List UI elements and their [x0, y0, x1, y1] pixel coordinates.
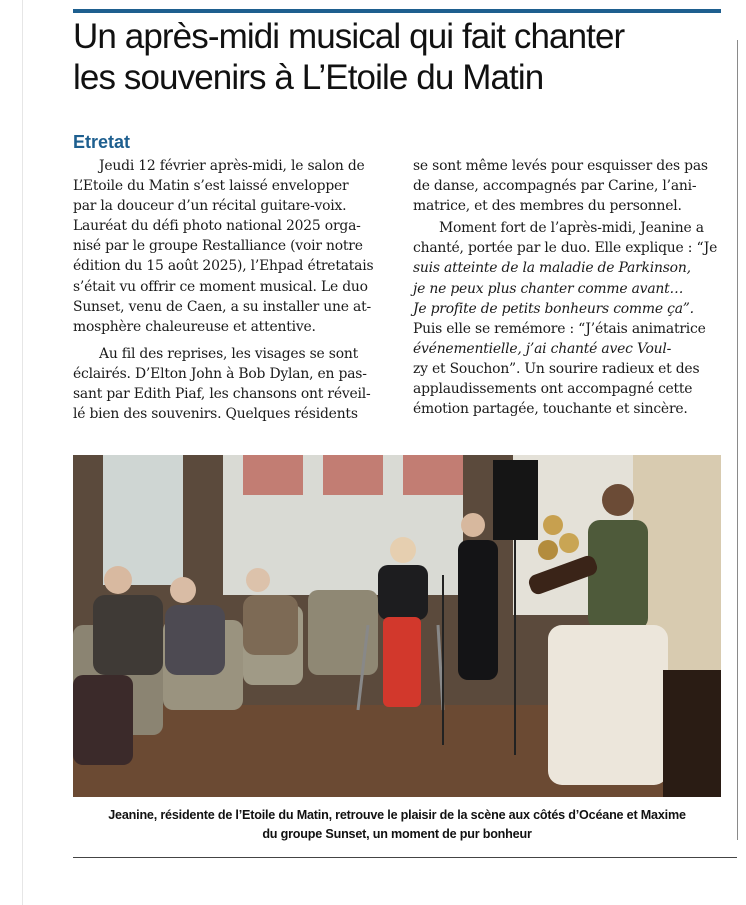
paragraph — [73, 344, 383, 424]
text-line: Au fil des reprises, les visages se sont — [99, 345, 358, 362]
photo-singer-trousers — [383, 617, 421, 707]
text-line: par la douceur d’un récital guitare-voix. — [73, 198, 347, 215]
photo-speaker — [493, 460, 538, 540]
photo-person-head — [246, 568, 270, 592]
article-photo — [73, 455, 721, 797]
dateline-place: Etretat — [73, 132, 131, 152]
text-line: applaudissements ont accompagné cette — [413, 381, 693, 398]
photo-singer2-head — [461, 513, 485, 537]
text-line: Je profite de petits bonheurs comme ça”. — [413, 300, 694, 317]
article-column-2 — [413, 156, 723, 419]
text-line: éclairés. D’Elton John à Bob Dylan, en pas- — [73, 365, 367, 382]
photo-curtain — [403, 455, 463, 495]
photo-singer-top — [378, 565, 428, 620]
paragraph — [73, 156, 383, 337]
text-line: matrice, et des membres du personnel. — [413, 198, 682, 215]
paragraph — [413, 218, 723, 419]
photo-cabinet — [663, 670, 721, 797]
photo-curtain — [323, 455, 383, 495]
caption-line: Jeanine, résidente de l’Etoile du Matin, retrouve le plaisir de la scène aux côtés d’Océane et Maxime — [108, 808, 686, 822]
photo-window — [103, 455, 183, 585]
headline-line: les souvenirs à L’Etoile du Matin — [73, 58, 544, 97]
text-line: chanté, portée par le duo. Elle explique : “Je — [413, 240, 718, 257]
photo-singer2 — [458, 540, 498, 680]
column-edge-rule — [737, 40, 738, 840]
text-line: zy et Souchon”. Un sourire radieux et des — [413, 360, 700, 377]
text-line: Jeudi 12 février après-midi, le salon de — [99, 158, 365, 174]
paragraph — [413, 156, 723, 216]
text-line: Moment fort de l’après-midi, Jeanine a — [439, 220, 704, 237]
photo-guitarist — [588, 520, 648, 630]
photo-balloon — [543, 515, 563, 535]
page-margin-line — [22, 0, 23, 905]
photo-illustration — [73, 455, 721, 797]
text-line: suis atteinte de la maladie de Parkinson, — [413, 260, 691, 277]
text-line: émotion partagée, touchante et sincère. — [413, 401, 688, 418]
text-line: sant par Edith Piaf, les chansons ont réveil- — [73, 386, 371, 403]
photo-person — [165, 605, 225, 675]
bottom-rule — [73, 857, 737, 858]
text-line: L’Etoile du Matin s’est laissé envelopper — [73, 178, 349, 195]
photo-caption — [73, 806, 721, 844]
headline-line: Un après-midi musical qui fait chanter — [73, 17, 625, 56]
text-line: événementielle, j’ai chanté avec Voul- — [413, 340, 672, 357]
text-line: mosphère chaleureuse et attentive. — [73, 318, 316, 335]
text-line: nisé par le groupe Restalliance (voir notre — [73, 238, 363, 255]
photo-balloon — [559, 533, 579, 553]
photo-person-head — [170, 577, 196, 603]
photo-guitarist-head — [602, 484, 634, 516]
text-line: lé bien des souvenirs. Quelques résidents — [73, 406, 358, 423]
photo-person — [93, 595, 163, 675]
text-line: édition du 15 août 2025), l’Ehpad étretatais — [73, 258, 374, 275]
photo-person-head — [104, 566, 132, 594]
text-line: Sunset, venu de Caen, a su installer une at- — [73, 298, 371, 315]
text-line: se sont même levés pour esquisser des pas — [413, 158, 708, 174]
photo-person — [73, 675, 133, 765]
photo-curtain — [243, 455, 303, 495]
text-line: Puis elle se remémore : “J’étais animatrice — [413, 320, 706, 337]
text-line: je ne peux plus chanter comme avant… — [413, 280, 684, 297]
headline — [73, 16, 733, 98]
text-line: Lauréat du défi photo national 2025 orga- — [73, 218, 361, 235]
photo-balloon — [538, 540, 558, 560]
photo-person — [243, 595, 298, 655]
photo-singer-head — [390, 537, 416, 563]
text-line: s’était vu offrir ce moment musical. Le duo — [73, 278, 368, 295]
article-column-1 — [73, 156, 383, 424]
caption-line: du groupe Sunset, un moment de pur bonheur — [262, 827, 532, 841]
photo-white-chair — [548, 625, 668, 785]
text-line: de danse, accompagnés par Carine, l’ani- — [413, 178, 697, 195]
top-accent-rule — [73, 9, 721, 13]
